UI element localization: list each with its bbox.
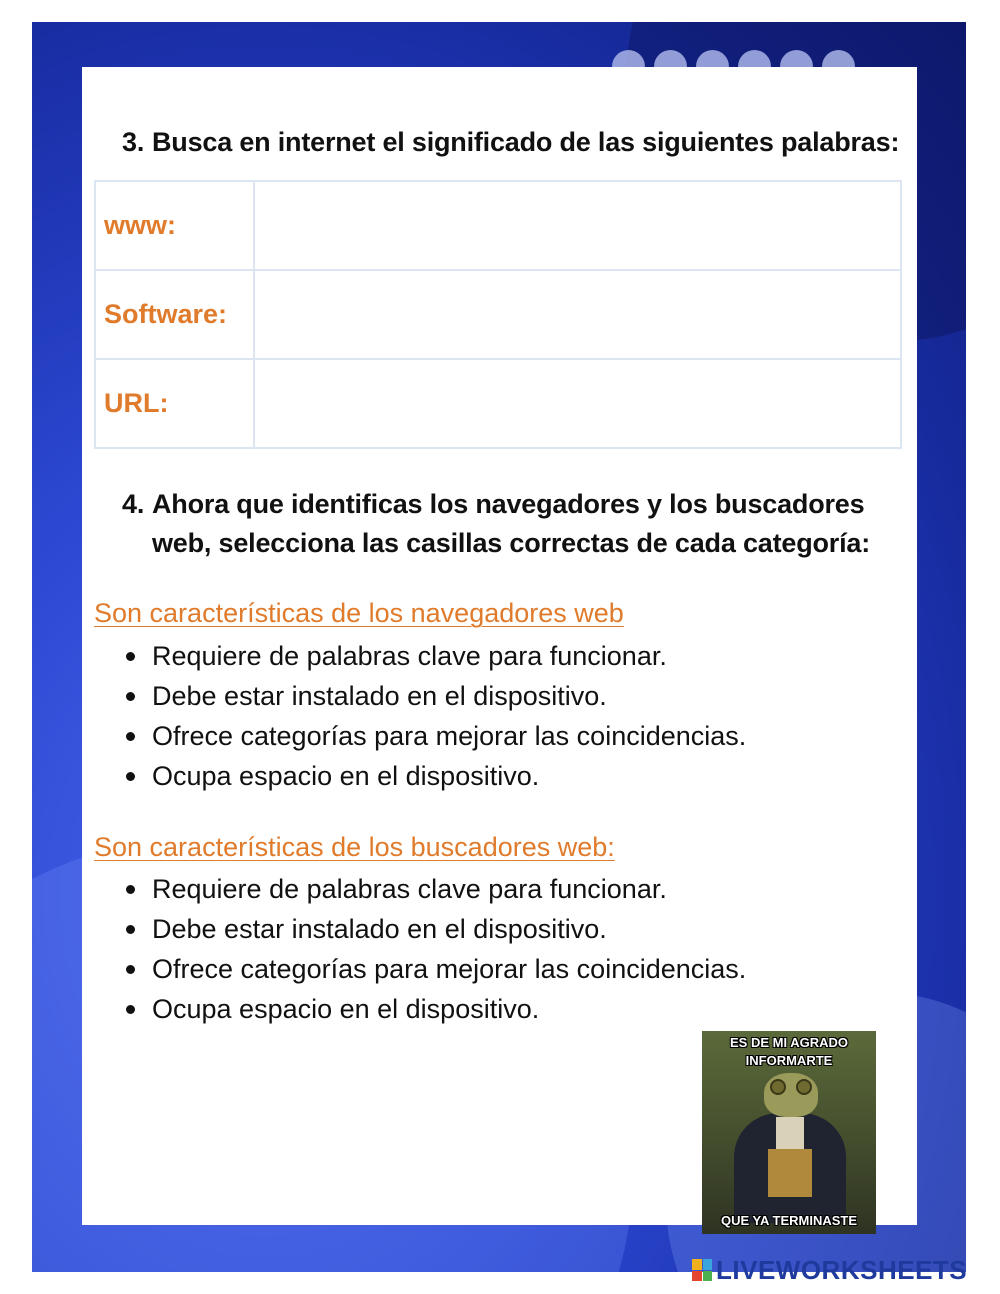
frog-eye: [796, 1079, 812, 1095]
question-number: 3.: [122, 127, 145, 157]
table-row: [95, 181, 901, 270]
definitions-table: [94, 180, 902, 449]
answer-field-software[interactable]: [254, 270, 901, 359]
question-4: [122, 485, 902, 563]
liveworksheets-logo[interactable]: [692, 1256, 967, 1284]
option-item[interactable]: Debe estar instalado en el dispositivo.: [122, 676, 746, 716]
answer-field-www[interactable]: [254, 181, 901, 270]
option-item[interactable]: Ocupa espacio en el dispositivo.: [122, 756, 746, 796]
brand-name: LIVEWORKSHEETS: [716, 1254, 968, 1285]
frog-vest: [768, 1149, 812, 1197]
buscadores-options: [122, 869, 746, 1029]
option-item[interactable]: Ofrece categorías para mejorar las coincidencias.: [122, 716, 746, 756]
frog-meme-image: [702, 1031, 876, 1234]
option-item[interactable]: Requiere de palabras clave para funcionar.: [122, 869, 746, 909]
option-item[interactable]: Ofrece categorías para mejorar las coincidencias.: [122, 949, 746, 989]
frog-head: [764, 1073, 818, 1117]
question-number: 4.: [122, 489, 145, 519]
section-title-buscadores: Son características de los buscadores web:: [94, 832, 615, 862]
section-title-navegadores: Son características de los navegadores web: [94, 598, 624, 628]
option-item[interactable]: Ocupa espacio en el dispositivo.: [122, 989, 746, 1029]
table-row: [95, 270, 901, 359]
meme-top-line2: INFORMARTE: [745, 1053, 833, 1068]
meme-top-text: [702, 1034, 876, 1070]
option-item[interactable]: Debe estar instalado en el dispositivo.: [122, 909, 746, 949]
meme-bottom-text: QUE YA TERMINASTE: [720, 1213, 858, 1228]
table-row: [95, 359, 901, 448]
question-text-line1: Ahora que identificas los navegadores y los buscadores: [152, 489, 865, 519]
question-3: [122, 127, 912, 158]
question-text: Busca en internet el significado de las siguientes palabras:: [152, 127, 900, 157]
liveworksheets-logo-icon: [692, 1259, 712, 1281]
term-label: Software:: [95, 270, 254, 359]
navegadores-options: [122, 636, 746, 796]
option-item[interactable]: Requiere de palabras clave para funcionar.: [122, 636, 746, 676]
answer-field-url[interactable]: [254, 359, 901, 448]
question-text-line2: web, selecciona las casillas correctas de cada categoría:: [152, 528, 870, 558]
term-label: URL:: [95, 359, 254, 448]
frog-eye: [770, 1079, 786, 1095]
term-label: www:: [95, 181, 254, 270]
meme-top-line1: ES DE MI AGRADO: [730, 1035, 848, 1050]
